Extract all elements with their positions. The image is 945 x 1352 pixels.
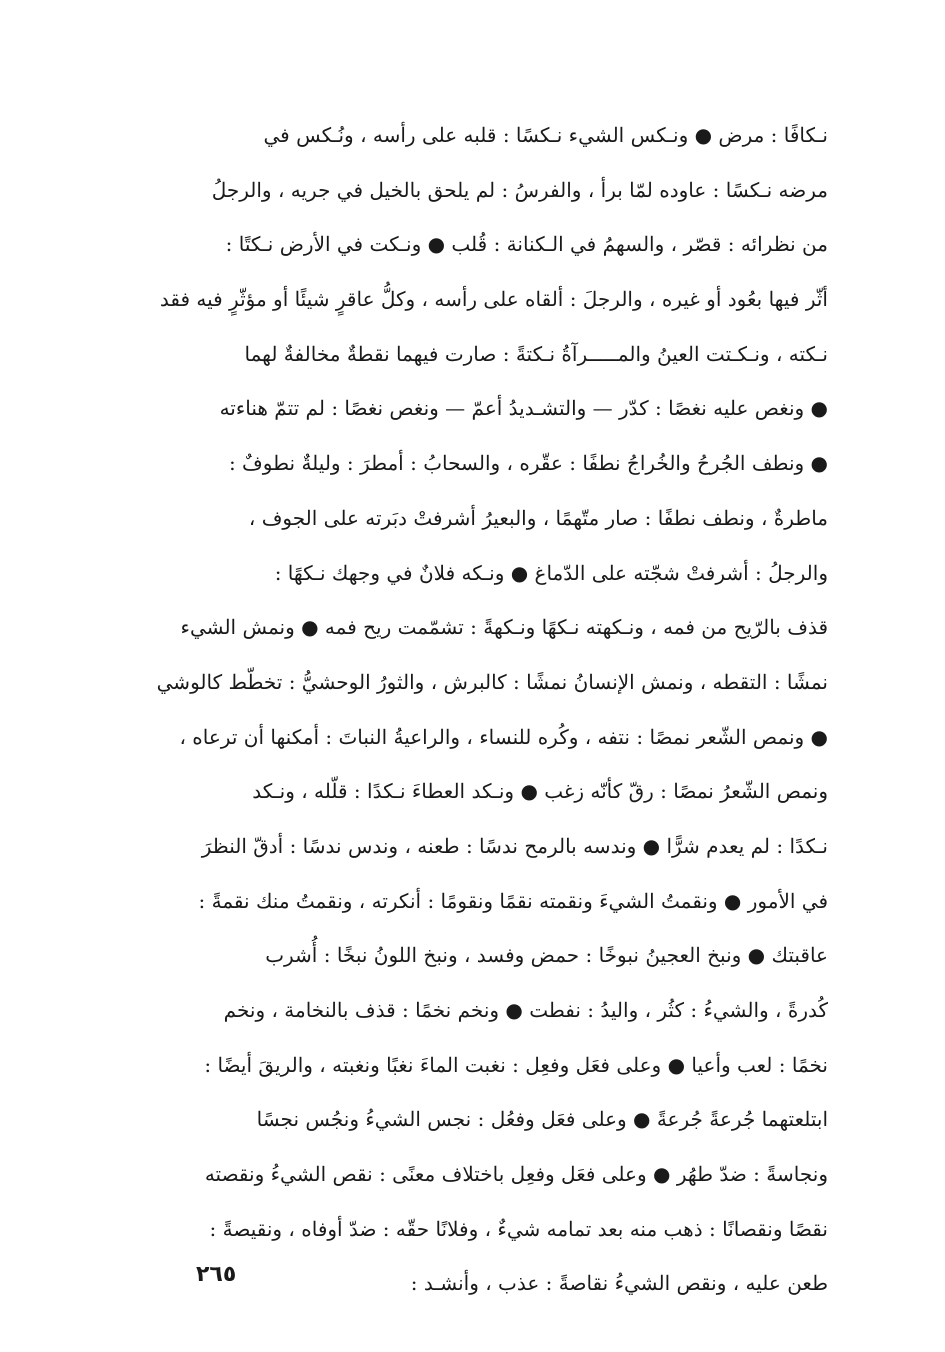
text-line: نمشًا : التقطه ، ونمش الإنسانُ نمشًا : كالبرش ، والثورُ الوحشيُّ : تخطّط كالوشي <box>156 669 828 694</box>
text-line: في الأمور ● ونقمتُ الشيءَ ونقمته نقمًا ونقومًا : أنكرته ، ونقمتُ منك نقمةً : <box>198 888 828 913</box>
text-line: والرجلُ : أشرفتْ شجّته على الدّماغ ● ونـكه فلانٌ في وجهك نـكهًا : <box>274 560 828 585</box>
text-line: نقصًا ونقصانًا : ذهب منه بعد تمامه شيءٌ ، وفلانًا حقّه : ضدّ أوفاه ، ونقيصةً : <box>209 1216 828 1241</box>
text-line: نـكدًا : لم يعدم شرًّا ● وندسه بالرمح ندسًا : طعنه ، وندس ندسًا : أدقّ النظرَ <box>201 833 828 858</box>
text-line: ● ونغص عليه نغصًا : كدّر — والتشـديدُ أعمّ — ونغص نغصًا : لم تتمّ هناءته <box>219 396 828 421</box>
text-line: عاقبتك ● ونبخ العجينُ نبوخًا : حمض وفسد ، ونبخ اللونُ نبخًا : أُشرب <box>265 943 828 968</box>
page-number: ٢٦٥ <box>196 1262 237 1287</box>
text-line: طعن عليه ، ونقص الشيءُ نقاصةً : عذب ، وأنشـد : <box>410 1271 828 1296</box>
text-line: قذف بالرّيح من فمه ، ونـكهته نـكهًا ونـكهةً : تشمّمت ريح فمه ● ونمش الشيء <box>180 615 828 640</box>
text-line: كُدرةً ، والشيءُ : كثُر ، واليدُ : نفطت ● ونخم نخمًا : قذف بالنخامة ، ونخم <box>223 998 828 1022</box>
text-line: ابتلعتهما جُرعةً جُرعةً ● وعلى فعَل وفعُل : نجس الشيءُ ونجُس نجسًا <box>256 1107 828 1132</box>
text-line: من نظرائه : قصّر ، والسهمُ في الـكنانة : قُلب ● ونـكت في الأرض نـكتًا : <box>225 232 828 257</box>
page-text <box>142 108 828 1311</box>
text-line: أثّر فيها بعُود أو غيره ، والرجلَ : ألقاه على رأسه ، وكلُّ عاقرٍ شيئًا أو مؤثّرٍ فيه فقد <box>159 287 828 312</box>
text-line: ماطرةٌ ، ونطف نطفًا : صار متّهمًا ، والبعيرُ أشرفتْ دبَرته على الجوف ، <box>248 505 828 530</box>
text-line: ونجاسةً : ضدّ طهُر ● وعلى فعَل وفعِل باختلاف معنًى : نقص الشيءُ ونقصته <box>204 1162 828 1187</box>
text-line: نـكافًا : مرض ● ونـكس الشيء نـكسًا : قلبه على رأسه ، ونُـكس في <box>263 123 828 147</box>
text-line: ● ونطف الجُرحُ والخُراجُ نطفًا : عقّره ، والسحابُ : أمطرَ : وليلةٌ نطوفٌ : <box>228 451 828 476</box>
text-line: نخمًا : لعب وأعيا ● وعلى فعَل وفعِل : نغبت الماءَ نغبًا ونغبته ، والريقَ أيضًا : <box>204 1052 828 1077</box>
text-line: مرضه نـكسًا : عاوده لمّا برأ ، والفرسُ : لم يلحق بالخيل في جريه ، والرجلُ <box>211 177 828 202</box>
text-line: ونمص الشّعرُ نمصًا : رقّ كأنّه زغب ● ونـكد العطاءَ نـكدًا : قلّله ، ونـكد <box>252 779 828 804</box>
text-line: ● ونمص الشّعر نمصًا : نتفه ، وكُره للنساء ، والراعيةُ النباتَ : أمكنها أن ترعاه ، <box>179 724 828 749</box>
text-line: نـكته ، ونـكـتت العينُ والمـــــرآةُ نـكتةً : صارت فيهما نقطةٌ مخالفةٌ لهما <box>244 341 828 366</box>
